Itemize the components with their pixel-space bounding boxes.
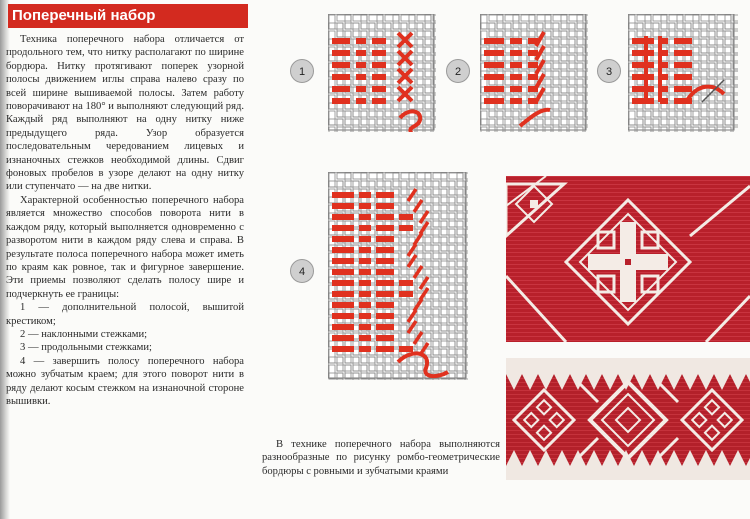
list-item-2: 2 — наклонными стежками; <box>20 328 148 340</box>
stitch-diagram-3 <box>628 14 738 132</box>
embroidery-photo-diamond <box>506 176 750 342</box>
section-title: Поперечный набор <box>8 4 248 28</box>
stitch-diagram-4 <box>328 172 468 380</box>
caption-text: В технике поперечного набора выполняются разнообразные по рисунку ромбо-геометрические бордюры с ровными и зубчатыми краями <box>262 439 500 477</box>
step-badge-2: 2 <box>446 59 470 83</box>
list-item-3: 3 — продольными стежками; <box>20 342 152 354</box>
paragraph-1: Техника поперечного набора отличается от продольного тем, что нитку располагают по ширине бордюра. Нитку протягивают поперек узорной полосы движением иглы справа налево сразу по всей ширине вышиваемой полосы. Затем работу поворачивают на 180° и выполняют следующий ряд. Каждый ряд выполняют на одну нитку ниже предыдущего ряда. Узор образуется последовательным чередованием лицевых и изнаночных стежков необходимой длины. Сдвиг фоновых пробелов в узоре делают на одну нитку или ступенчато — на две нитки. <box>6 34 244 193</box>
step-badge-1: 1 <box>290 59 314 83</box>
list-item-4: 4 — завершить полосу поперечного набора можно зубчатым краем; для этого поворот нити в ряду делают косым стежком на изнаночной стороне вышивки. <box>6 355 244 407</box>
step-badge-3: 3 <box>597 59 621 83</box>
stitch-diagram-1 <box>328 14 436 132</box>
paragraph-2: Характерной особенностью поперечного набора является множество способов поворота нити в каждом ряду, который выполняется одновременно с разворотом нити в каждом ряду слева и справа. В результате полоса поперечного набора может иметь по краям как ровное, так и фигурное завершение. Эти приемы позволяют сделать полосу шире и подчеркнуть ее границы: <box>6 194 244 300</box>
embroidery-photo-border <box>506 358 750 480</box>
list-item-1: 1 — дополнительной полосой, вышитой крестиком; <box>6 302 244 327</box>
step-badge-4: 4 <box>290 259 314 283</box>
body-text <box>6 33 244 408</box>
stitch-diagram-2 <box>480 14 588 132</box>
photo-caption <box>262 438 500 478</box>
